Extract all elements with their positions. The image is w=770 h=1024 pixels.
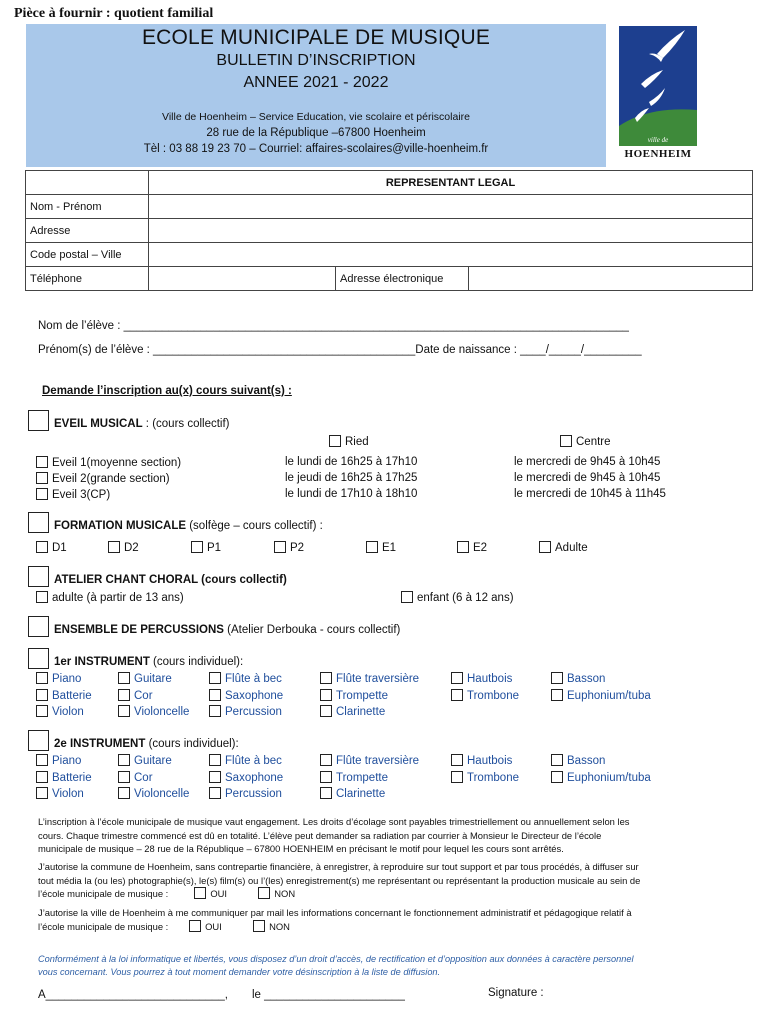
row-label-address: Adresse xyxy=(26,219,149,243)
table-header: REPRESENTANT LEGAL xyxy=(149,171,753,195)
level-e2[interactable]: E2 xyxy=(457,541,487,554)
instrument-1-label: Euphonium/tuba xyxy=(567,689,651,702)
instrument-2-checkbox[interactable] xyxy=(118,771,130,783)
instrument-2-checkbox[interactable] xyxy=(36,754,48,766)
commitment-paragraph: L’inscription à l’école municipale de musique vaut engagement. Les droits d’écolage sont payables trimestriellement ou annuellement selon les cours. Chaque trimestre commencé est dû en totalité. L’élève peut demander sa radiation par courrier à Monsieur le Directeur de l’école municipale de musique – 28 rue de la République – 67800 HOENHEIM en précisant le motif pour lequel les cours sont arrêtés. xyxy=(38,816,630,854)
instrument-1-label: Violon xyxy=(52,706,84,718)
instrument-1-checkbox[interactable] xyxy=(209,705,221,717)
postal-city-field[interactable] xyxy=(149,243,753,267)
date-line[interactable]: le ______________________ xyxy=(252,989,405,1001)
instrument-1-option[interactable] xyxy=(209,672,282,685)
instrument-2-option[interactable] xyxy=(36,787,84,800)
level-d1-checkbox[interactable] xyxy=(36,541,48,553)
instrument-1-checkbox[interactable] xyxy=(36,672,48,684)
instrument-2-label: Violon xyxy=(52,788,84,800)
image-rights-non-checkbox[interactable] xyxy=(258,887,270,899)
instrument-1-option[interactable] xyxy=(551,689,651,702)
instrument-2-checkbox[interactable] xyxy=(118,787,130,799)
instrument-1-label: Hautbois xyxy=(467,673,513,685)
instrument-1-checkbox[interactable] xyxy=(320,705,332,717)
level-d1[interactable]: D1 xyxy=(36,541,67,554)
level-d2-checkbox[interactable] xyxy=(108,541,120,553)
school-year: ANNEE 2021 - 2022 xyxy=(243,74,389,91)
row-label-phone: Téléphone xyxy=(26,267,149,291)
instrument-2-checkbox[interactable] xyxy=(28,730,49,751)
eveil-3-ried-time: le lundi de 17h10 à 18h10 xyxy=(285,488,418,500)
instrument-2-checkbox[interactable] xyxy=(320,754,332,766)
instrument-1-checkbox[interactable] xyxy=(209,689,221,701)
choral-adult-option[interactable]: adulte (à partir de 13 ans) xyxy=(36,591,184,604)
eveil-musical-checkbox[interactable] xyxy=(28,410,49,431)
school-title: ECOLE MUNICIPALE DE MUSIQUE xyxy=(141,26,491,49)
place-line[interactable]: A____________________________, xyxy=(38,989,228,1001)
logo-caption: ville de xyxy=(647,136,669,144)
ried-checkbox[interactable] xyxy=(329,435,341,447)
instrument-1-label: Saxophone xyxy=(225,689,284,702)
instrument-1-checkbox[interactable] xyxy=(320,689,332,701)
instrument-2-option[interactable] xyxy=(451,771,519,784)
instrument-2-checkbox[interactable] xyxy=(320,787,332,799)
form-title: BULLETIN D’INSCRIPTION xyxy=(216,52,416,69)
instrument-1-option[interactable] xyxy=(451,672,512,685)
eveil-2-option[interactable]: Eveil 2(grande section) xyxy=(36,472,170,485)
level-adulte[interactable]: Adulte xyxy=(539,541,588,554)
instrument-2-option[interactable] xyxy=(118,754,172,767)
instrument-2-option[interactable] xyxy=(320,771,388,784)
instrument-1-label: Cor xyxy=(134,689,153,702)
instrument-1-checkbox[interactable] xyxy=(551,672,563,684)
instrument-1-label: Batterie xyxy=(52,689,92,702)
instrument-1-label: Clarinette xyxy=(336,706,386,718)
instrument-1-label: Trombone xyxy=(467,689,519,702)
instrument-1-option[interactable] xyxy=(118,689,153,702)
instrument-1-checkbox[interactable] xyxy=(36,689,48,701)
instrument-2-option[interactable] xyxy=(209,771,283,784)
instrument-1-checkbox[interactable] xyxy=(118,705,130,717)
percussion-ensemble-title: ENSEMBLE DE PERCUSSIONS (Atelier Derbouka - cours collectif) xyxy=(54,624,401,636)
instrument-1-option[interactable] xyxy=(320,689,388,702)
eveil-1-centre-time: le mercredi de 9h45 à 10h45 xyxy=(514,456,661,468)
instrument-2-label: Violoncelle xyxy=(134,788,190,800)
service-line: Ville de Hoenheim – Service Education, vie scolaire et périscolaire xyxy=(162,111,470,123)
instrument-1-label: Basson xyxy=(567,673,606,685)
instrument-1-option[interactable] xyxy=(36,672,81,685)
instrument-2-option[interactable] xyxy=(551,754,605,767)
instrument-2-option[interactable] xyxy=(551,771,651,784)
instrument-1-checkbox[interactable] xyxy=(451,672,463,684)
instrument-2-checkbox[interactable] xyxy=(36,787,48,799)
eveil-2-centre-time: le mercredi de 9h45 à 10h45 xyxy=(514,472,661,484)
email-field[interactable] xyxy=(469,267,753,291)
row-label-postal: Code postal – Ville xyxy=(26,243,149,267)
instrument-2-checkbox[interactable] xyxy=(551,754,563,766)
email-label: Adresse électronique xyxy=(336,267,469,291)
instrument-1-label: Piano xyxy=(52,673,82,685)
instrument-2-label: Cor xyxy=(134,771,153,784)
email-consent-paragraph: J’autorise la ville de Hoenheim à me communiquer par mail les informations concernant le fonctionnement administratif et pédagogique relatif à l’école municipale de musique : OUI NON xyxy=(38,907,632,932)
instrument-1-label: Trompette xyxy=(336,689,388,702)
eveil-1-checkbox[interactable] xyxy=(36,456,48,468)
instrument-2-label: Piano xyxy=(52,755,82,767)
privacy-notice: Conformément à la loi informatique et libertés, vous disposez d’un droit d’accès, de rectification et d’opposition aux données à caractère personnel vous concernant. Vous pourrez à tout moment demander votre désinscription à la liste de diffusion. xyxy=(38,954,634,977)
instrument-2-label: Trompette xyxy=(336,771,388,784)
instrument-1-checkbox[interactable] xyxy=(551,689,563,701)
legal-representative-table xyxy=(25,170,753,291)
instrument-1-option[interactable] xyxy=(551,672,605,685)
instrument-2-checkbox[interactable] xyxy=(209,771,221,783)
instrument-1-label: Flûte à bec xyxy=(225,673,282,685)
instrument-2-option[interactable] xyxy=(451,754,512,767)
level-adulte-checkbox[interactable] xyxy=(539,541,551,553)
instrument-2-checkbox[interactable] xyxy=(451,771,463,783)
centre-checkbox[interactable] xyxy=(560,435,572,447)
instrument-1-option[interactable] xyxy=(320,705,385,718)
instrument-1-checkbox[interactable] xyxy=(28,648,49,669)
hoenheim-logo xyxy=(619,26,697,158)
email-consent-oui-checkbox[interactable] xyxy=(189,920,201,932)
instrument-1-checkbox[interactable] xyxy=(118,689,130,701)
instrument-1-option[interactable] xyxy=(118,672,172,685)
instrument-2-option[interactable] xyxy=(36,754,81,767)
level-p2[interactable]: P2 xyxy=(274,541,304,554)
choral-child-checkbox[interactable] xyxy=(401,591,413,603)
instrument-1-option[interactable] xyxy=(118,705,189,718)
instrument-2-label: Euphonium/tuba xyxy=(567,771,651,784)
level-p2-checkbox[interactable] xyxy=(274,541,286,553)
instrument-1-checkbox[interactable] xyxy=(36,705,48,717)
eveil-musical-title: EVEIL MUSICAL : (cours collectif) xyxy=(54,418,230,430)
instrument-2-option[interactable] xyxy=(118,787,189,800)
instrument-1-checkbox[interactable] xyxy=(320,672,332,684)
instrument-2-label: Percussion xyxy=(225,788,282,800)
instrument-2-option[interactable] xyxy=(320,787,385,800)
address-field[interactable] xyxy=(149,219,753,243)
percussion-ensemble-checkbox[interactable] xyxy=(28,616,49,637)
instrument-2-checkbox[interactable] xyxy=(36,771,48,783)
required-document-note: Pièce à fournir : quotient familial xyxy=(14,6,214,21)
instrument-2-checkbox[interactable] xyxy=(209,787,221,799)
instrument-1-option[interactable] xyxy=(209,705,282,718)
instrument-1-label: Flûte traversière xyxy=(336,673,420,685)
image-rights-paragraph: J’autorise la commune de Hoenheim, sans contrepartie financière, à enregistrer, à reproduire sur tout support et par tous procédés, à diffuser sur tout média la (ou les) photographie(s), le(s) film(s) ou l’(les) enregistrement(s) me représentant ou représentant la production musicale au sein de l’école municipale de musique : OUI NON xyxy=(38,861,641,899)
instrument-1-label: Percussion xyxy=(225,706,282,718)
contact-line: Tèl : 03 88 19 23 70 – Courriel: affaires-scolaires@ville-hoenheim.fr xyxy=(143,143,489,155)
choral-child-option[interactable]: enfant (6 à 12 ans) xyxy=(401,591,514,604)
level-e1[interactable]: E1 xyxy=(366,541,396,554)
instrument-2-checkbox[interactable] xyxy=(118,754,130,766)
eveil-2-ried-time: le jeudi de 16h25 à 17h25 xyxy=(285,472,418,484)
eveil-3-option[interactable]: Eveil 3(CP) xyxy=(36,488,110,501)
signature-label: Signature : xyxy=(488,987,544,999)
level-e2-checkbox[interactable] xyxy=(457,541,469,553)
instrument-2-label: Flûte traversière xyxy=(336,755,420,767)
instrument-1-option[interactable] xyxy=(36,705,84,718)
level-e1-checkbox[interactable] xyxy=(366,541,378,553)
instrument-1-checkbox[interactable] xyxy=(118,672,130,684)
eveil-3-checkbox[interactable] xyxy=(36,488,48,500)
formation-musicale-checkbox[interactable] xyxy=(28,512,49,533)
instrument-2-label: Guitare xyxy=(134,755,172,767)
instrument-1-title: 1er INSTRUMENT (cours individuel): xyxy=(54,656,244,668)
eveil-3-centre-time: le mercredi de 10h45 à 11h45 xyxy=(514,488,666,500)
instrument-1-option[interactable] xyxy=(451,689,519,702)
student-name-line[interactable]: Nom de l’élève : _______________________________________________________________________________ xyxy=(38,320,629,332)
chant-choral-checkbox[interactable] xyxy=(28,566,49,587)
logo-city-name: HOENHEIM xyxy=(624,148,692,160)
formation-musicale-title: FORMATION MUSICALE (solfège – cours collectif) : xyxy=(54,520,323,532)
instrument-2-option[interactable] xyxy=(118,771,153,784)
instrument-2-title: 2e INSTRUMENT (cours individuel): xyxy=(54,738,239,750)
eveil-1-ried-time: le lundi de 16h25 à 17h10 xyxy=(285,456,418,468)
chant-choral-title: ATELIER CHANT CHORAL (cours collectif) xyxy=(54,574,287,586)
instrument-1-option[interactable] xyxy=(36,689,92,702)
eveil-2-checkbox[interactable] xyxy=(36,472,48,484)
instrument-2-option[interactable] xyxy=(36,771,92,784)
instrument-2-label: Clarinette xyxy=(336,788,386,800)
instrument-2-checkbox[interactable] xyxy=(209,754,221,766)
address-line: 28 rue de la République –67800 Hoenheim xyxy=(206,127,426,139)
instrument-1-label: Guitare xyxy=(134,673,172,685)
instrument-1-checkbox[interactable] xyxy=(209,672,221,684)
eveil-1-option[interactable]: Eveil 1(moyenne section) xyxy=(36,456,181,469)
instrument-1-option[interactable] xyxy=(320,672,419,685)
instrument-2-option[interactable] xyxy=(209,787,282,800)
image-rights-oui-checkbox[interactable] xyxy=(194,887,206,899)
email-consent-non-checkbox[interactable] xyxy=(253,920,265,932)
course-request-heading: Demande l’inscription au(x) cours suivant(s) : xyxy=(42,385,292,397)
instrument-1-checkbox[interactable] xyxy=(451,689,463,701)
instrument-2-checkbox[interactable] xyxy=(451,754,463,766)
instrument-2-label: Flûte à bec xyxy=(225,755,282,767)
student-firstname-birthdate-line[interactable]: Prénom(s) de l’élève : _________________________________________Date de naissance : ____/_____/_________ xyxy=(38,344,642,356)
level-p1[interactable]: P1 xyxy=(191,541,221,554)
centre-option[interactable]: Centre xyxy=(560,435,611,448)
header-banner xyxy=(26,24,606,167)
instrument-2-option[interactable] xyxy=(209,754,282,767)
instrument-2-label: Batterie xyxy=(52,771,92,784)
ried-option[interactable]: Ried xyxy=(329,435,369,448)
level-p1-checkbox[interactable] xyxy=(191,541,203,553)
phone-field[interactable] xyxy=(149,267,336,291)
instrument-2-option[interactable] xyxy=(320,754,419,767)
name-field[interactable] xyxy=(149,195,753,219)
instrument-2-checkbox[interactable] xyxy=(551,771,563,783)
level-d2[interactable]: D2 xyxy=(108,541,139,554)
instrument-2-checkbox[interactable] xyxy=(320,771,332,783)
instrument-1-label: Violoncelle xyxy=(134,706,190,718)
instrument-1-option[interactable] xyxy=(209,689,283,702)
instrument-2-label: Saxophone xyxy=(225,771,284,784)
instrument-2-label: Hautbois xyxy=(467,755,513,767)
row-label-name: Nom - Prénom xyxy=(26,195,149,219)
instrument-2-label: Trombone xyxy=(467,771,519,784)
instrument-2-label: Basson xyxy=(567,755,606,767)
choral-adult-checkbox[interactable] xyxy=(36,591,48,603)
